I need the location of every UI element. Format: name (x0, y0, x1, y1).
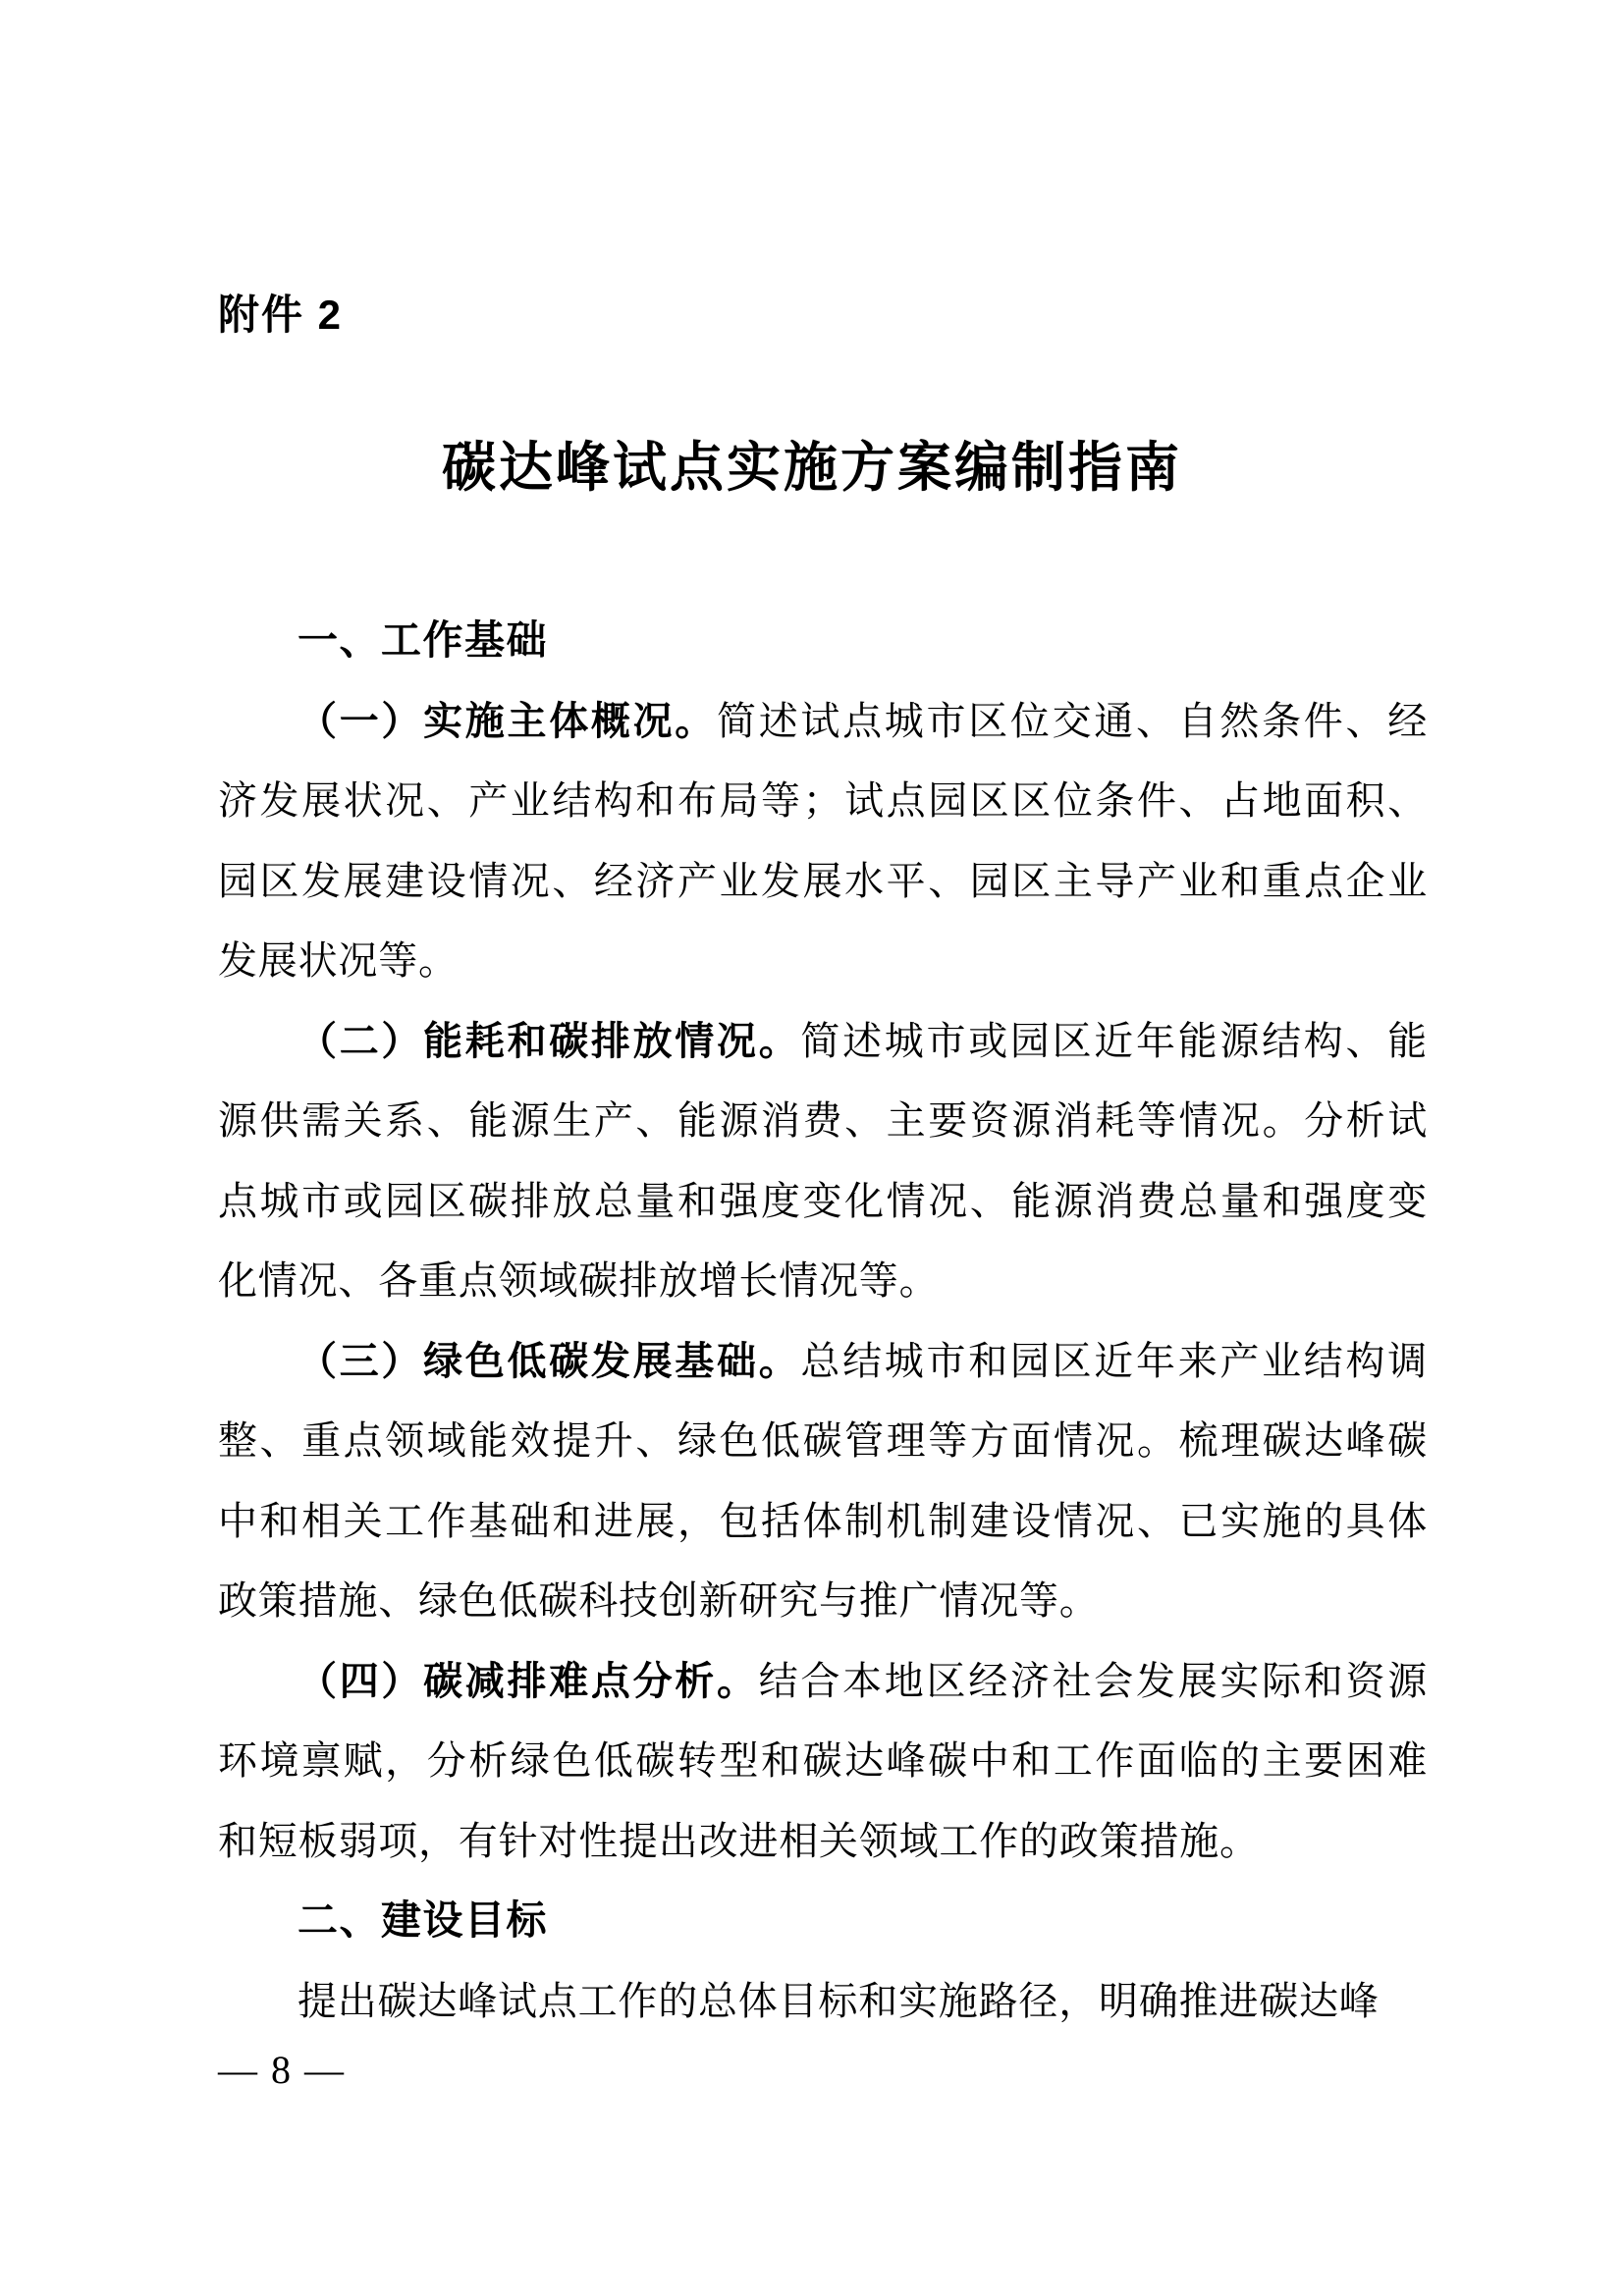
body-line (218, 681, 1428, 762)
body-line (218, 1961, 1428, 2042)
document-title: 碳达峰试点实施方案编制指南 (441, 438, 1182, 498)
line-text: 简述城市或园区近年能源结构、能 (800, 1018, 1429, 1063)
attachment-label: 附件 2 (218, 292, 344, 338)
body-line (218, 1561, 1428, 1641)
body-line (218, 1321, 1428, 1402)
body-line (218, 841, 1428, 922)
body-line (218, 1801, 1428, 1882)
line-text: 环境禀赋，分析绿色低碳转型和碳达峰碳中和工作面临的主要困难 (218, 1738, 1428, 1783)
section-heading-1 (218, 601, 1428, 681)
section-heading-2 (218, 1881, 1428, 1961)
body-line (218, 1641, 1428, 1722)
body-line (218, 1481, 1428, 1562)
line-text: 提出碳达峰试点工作的总体目标和实施路径，明确推进碳达峰 (298, 1978, 1380, 2023)
body-line (218, 1001, 1428, 1082)
body-line (218, 1161, 1428, 1242)
body-line (218, 1401, 1428, 1481)
body-line (218, 1241, 1428, 1321)
line-text: 源供需关系、能源生产、能源消费、主要资源消耗等情况。分析试 (218, 1098, 1428, 1143)
body-line (218, 921, 1428, 1001)
line-text: 济发展状况、产业结构和布局等；试点园区区位条件、占地面积、 (218, 778, 1428, 823)
line-text: 政策措施、绿色低碳科技创新研究与推广情况等。 (218, 1578, 1100, 1623)
page-number: — 8 — (218, 2048, 346, 2092)
line-text: 中和相关工作基础和进展，包括体制机制建设情况、已实施的具体 (218, 1498, 1428, 1543)
line-text: 简述试点城市区位交通、自然条件、经 (717, 698, 1428, 743)
heading-text: 二、建设目标 (298, 1897, 548, 1943)
paragraph-lead: （二）能耗和碳排放情况。 (298, 1018, 801, 1063)
line-text: 结合本地区经济社会发展实际和资源 (758, 1658, 1428, 1703)
paragraph-lead: （四）碳减排难点分析。 (298, 1658, 759, 1703)
line-text: 和短板弱项，有针对性提出改进相关领域工作的政策措施。 (218, 1818, 1260, 1863)
paragraph-lead: （一）实施主体概况。 (298, 698, 717, 743)
line-text: 化情况、各重点领域碳排放增长情况等。 (218, 1258, 940, 1303)
line-text: 园区发展建设情况、经济产业发展水平、园区主导产业和重点企业 (218, 858, 1428, 903)
heading-text: 一、工作基础 (298, 617, 548, 663)
line-text: 点城市或园区碳排放总量和强度变化情况、能源消费总量和强度变 (218, 1178, 1428, 1223)
document-body (218, 601, 1428, 2041)
body-line (218, 1721, 1428, 1801)
line-text: 整、重点领域能效提升、绿色低碳管理等方面情况。梳理碳达峰碳 (218, 1418, 1428, 1463)
line-text: 发展状况等。 (218, 938, 459, 983)
body-line (218, 1081, 1428, 1161)
body-line (218, 761, 1428, 841)
line-text: 总结城市和园区近年来产业结构调 (800, 1338, 1429, 1383)
paragraph-lead: （三）绿色低碳发展基础。 (298, 1338, 801, 1383)
